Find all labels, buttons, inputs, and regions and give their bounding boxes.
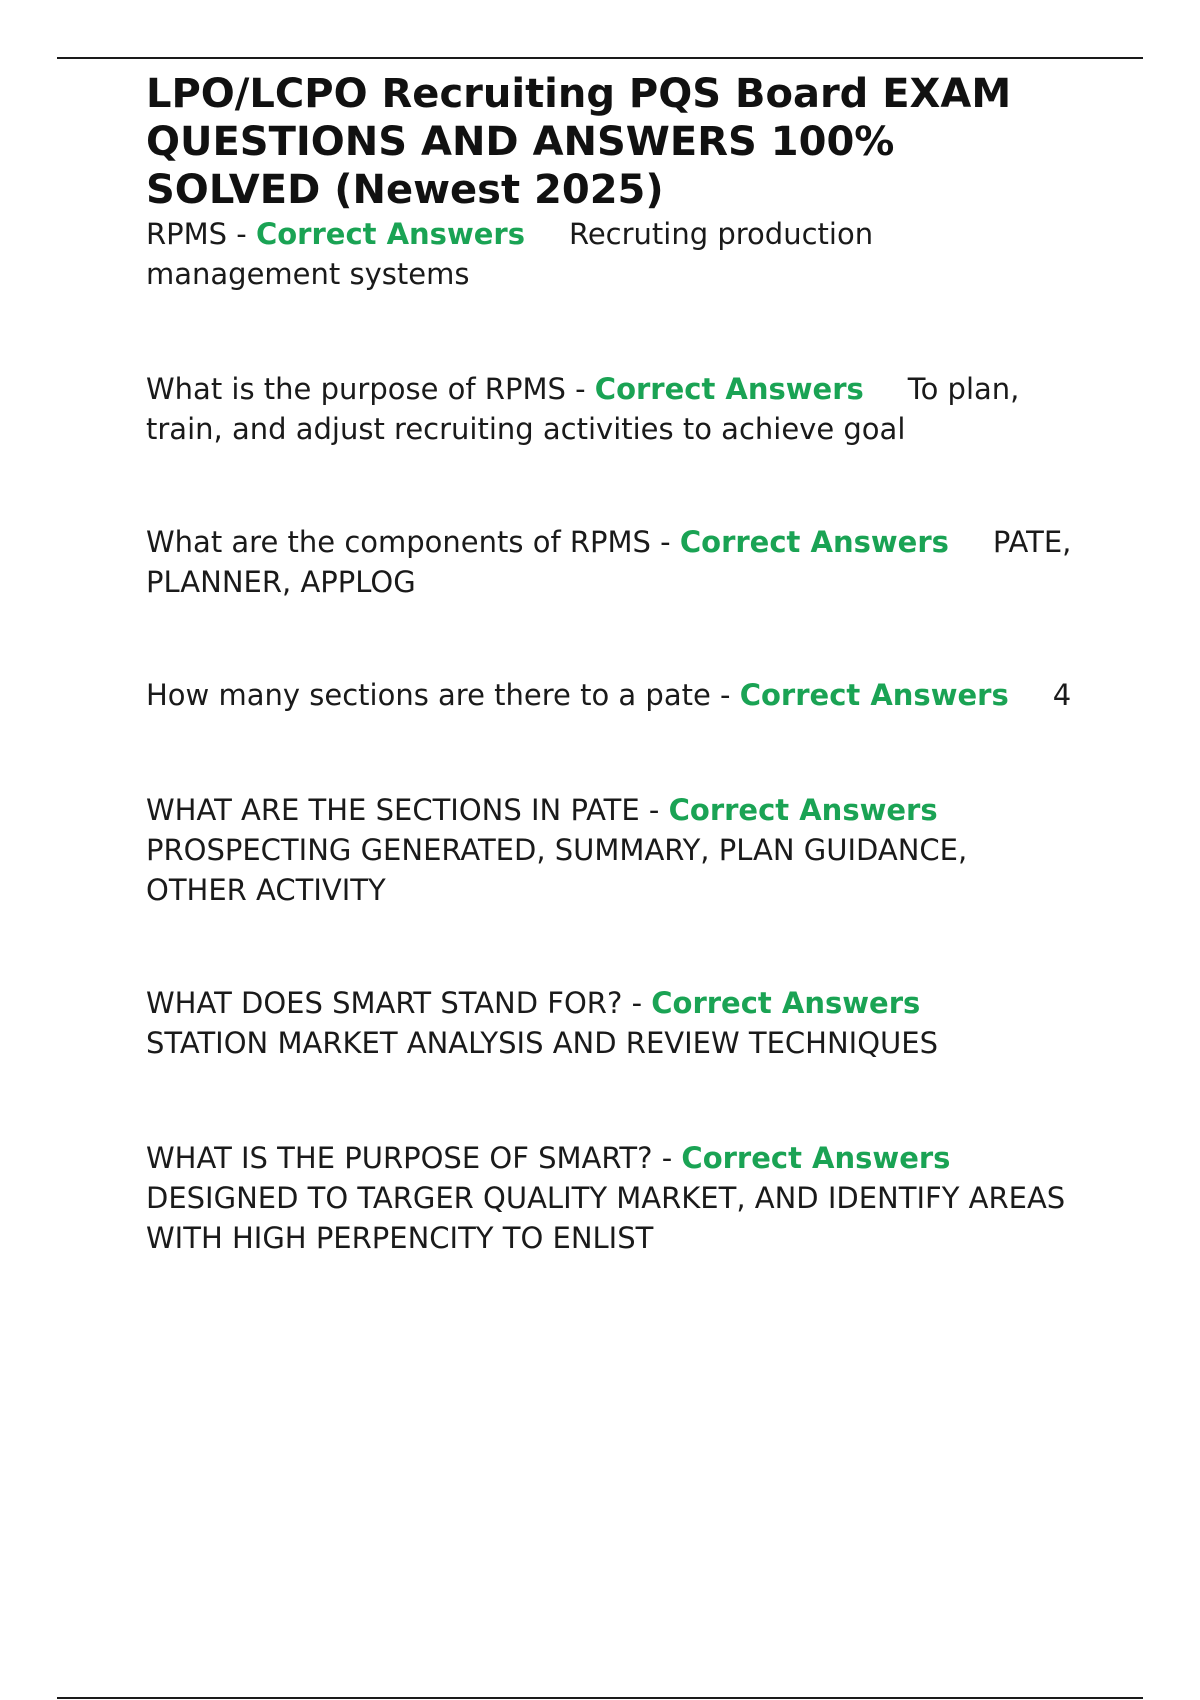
- bottom-rule: [57, 1697, 1143, 1699]
- answer-label: Correct Answers: [739, 678, 1009, 712]
- answer-label: Correct Answers: [255, 217, 525, 251]
- qa-item: [146, 214, 1076, 294]
- document-body: [146, 70, 1076, 1258]
- question-text: WHAT DOES SMART STAND FOR? -: [146, 986, 652, 1020]
- top-rule: [57, 57, 1143, 59]
- answer-label: Correct Answers: [668, 793, 938, 827]
- question-text: WHAT IS THE PURPOSE OF SMART? -: [146, 1141, 682, 1175]
- answer-label: Correct Answers: [679, 525, 949, 559]
- qa-item: [146, 369, 1076, 449]
- answer-label: Correct Answers: [651, 986, 921, 1020]
- question-text: WHAT ARE THE SECTIONS IN PATE -: [146, 793, 669, 827]
- answer-text: Recruting production management systems: [146, 217, 874, 291]
- qa-item: [146, 675, 1076, 715]
- answer-text: 4: [1052, 678, 1072, 712]
- answer-text: DESIGNED TO TARGER QUALITY MARKET, AND IDENTIFY AREAS WITH HIGH PERPENCITY TO ENLIST: [146, 1181, 1066, 1255]
- question-text: What is the purpose of RPMS -: [146, 372, 595, 406]
- question-text: RPMS -: [146, 217, 256, 251]
- question-text: How many sections are there to a pate -: [146, 678, 740, 712]
- qa-item: [146, 790, 1076, 910]
- qa-item: [146, 522, 1076, 602]
- answer-text: PROSPECTING GENERATED, SUMMARY, PLAN GUIDANCE, OTHER ACTIVITY: [146, 833, 968, 907]
- qa-item: [146, 983, 1076, 1063]
- answer-label: Correct Answers: [681, 1141, 951, 1175]
- question-text: What are the components of RPMS -: [146, 525, 680, 559]
- answer-label: Correct Answers: [594, 372, 864, 406]
- answer-text: PATE, PLANNER, APPLOG: [146, 525, 1072, 599]
- qa-item: [146, 1138, 1076, 1258]
- answer-text: To plan, train, and adjust recruiting activities to achieve goal: [146, 372, 1020, 446]
- document-title: LPO/LCPO Recruiting PQS Board EXAM QUESTIONS AND ANSWERS 100% SOLVED (Newest 2025): [146, 71, 1012, 213]
- answer-text: STATION MARKET ANALYSIS AND REVIEW TECHNIQUES: [146, 1026, 939, 1060]
